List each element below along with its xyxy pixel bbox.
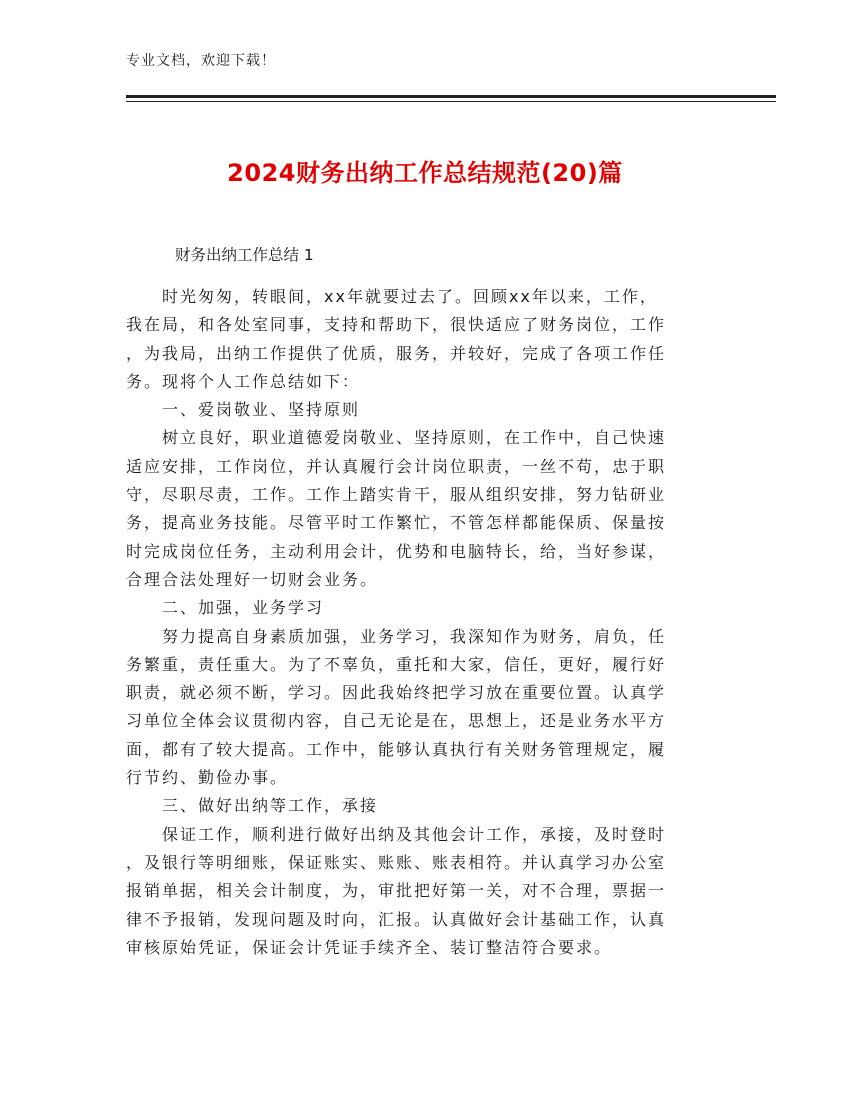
- paragraph-line: 时完成岗位任务，主动利用会计，优势和电脑特长，给，当好参谋，: [126, 541, 667, 561]
- paragraph-line: 努力提高自身素质加强，业务学习，我深知作为财务，肩负，任: [126, 626, 667, 646]
- paragraph-line: 务繁重，责任重大。为了不辜负，重托和大家，信任，更好，履行好: [126, 654, 667, 674]
- paragraph-line: 二、加强，业务学习: [126, 598, 325, 618]
- paragraph-line: 树立良好，职业道德爱岗敬业、坚持原则，在工作中，自己快速: [126, 428, 667, 448]
- paragraph-line: 务。现将个人工作总结如下：: [126, 371, 361, 391]
- paragraph-line: 务，提高业务技能。尽管平时工作繁忙，不管怎样都能保质、保量按: [126, 513, 667, 533]
- paragraph-line: ，为我局，出纳工作提供了优质，服务，并较好，完成了各项工作任: [126, 343, 667, 363]
- paragraph-line: 保证工作，顺利进行做好出纳及其他会计工作，承接，及时登时: [126, 824, 667, 844]
- paragraph-line: 职责，就必须不断，学习。因此我始终把学习放在重要位置。认真学: [126, 683, 667, 703]
- paragraph-line: 行节约、勤俭办事。: [126, 768, 289, 788]
- paragraph-line: 我在局，和各处室同事，支持和帮助下，很快适应了财务岗位，工作: [126, 315, 667, 335]
- paragraph-line: 三、做好出纳等工作，承接: [126, 796, 379, 816]
- document-title: 2024财务出纳工作总结规范(20)篇: [227, 159, 623, 187]
- paragraph-line: 律不予报销，发现问题及时向，汇报。认真做好会计基础工作，认真: [126, 909, 667, 929]
- paragraph-line: 一、爱岗敬业、坚持原则: [126, 400, 361, 420]
- paragraph-line: ，及银行等明细账，保证账实、账账、账表相符。并认真学习办公室: [126, 852, 667, 872]
- paragraph-line: 时光匆匆，转眼间，xx年就要过去了。回顾xx年以来，工作，: [126, 287, 658, 306]
- paragraph-line: 守，尽职尽责，工作。工作上踏实肯干，服从组织安排，努力钻研业: [126, 485, 667, 505]
- paragraph-line: 习单位全体会议贯彻内容，自己无论是在，思想上，还是业务水平方: [126, 711, 667, 731]
- paragraph-line: 面，都有了较大提高。工作中，能够认真执行有关财务管理规定，履: [126, 739, 667, 759]
- paragraph-line: 报销单据，相关会计制度，为，审批把好第一关，对不合理，票据一: [126, 881, 667, 901]
- page-header-text: 专业文档，欢迎下载！: [126, 53, 276, 69]
- header-rule-thick: [126, 95, 776, 98]
- section-heading: 财务出纳工作总结 1: [175, 246, 314, 264]
- header-rule-thin: [126, 101, 776, 102]
- paragraph-line: 审核原始凭证，保证会计凭证手续齐全、装订整洁符合要求。: [126, 937, 613, 957]
- body-text: [126, 283, 712, 962]
- paragraph-line: 适应安排，工作岗位，并认真履行会计岗位职责，一丝不苟，忠于职: [126, 456, 667, 476]
- paragraph-line: 合理合法处理好一切财会业务。: [126, 569, 379, 589]
